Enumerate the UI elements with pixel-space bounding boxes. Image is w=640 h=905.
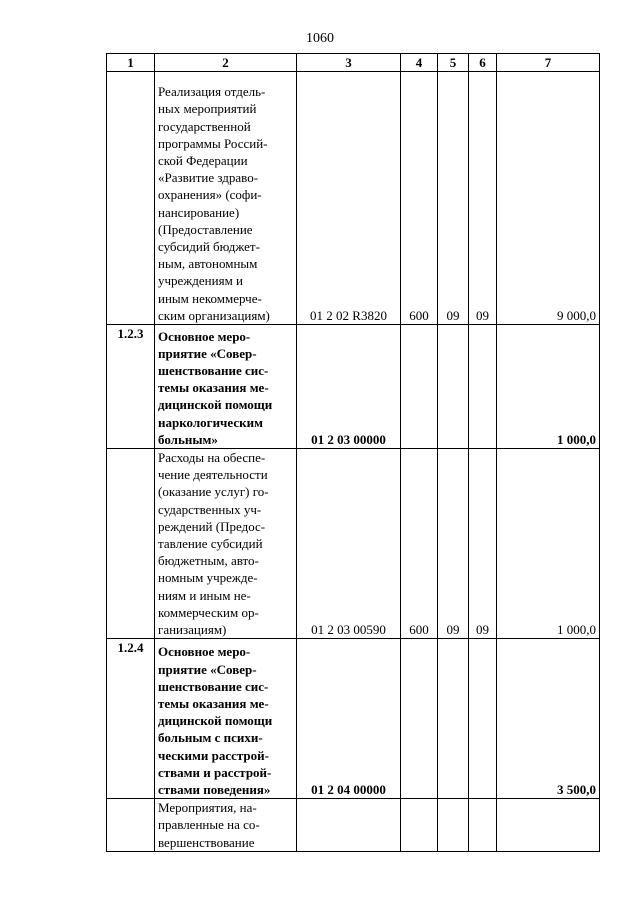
expense-type-cell: 600 [401, 72, 438, 325]
description-line: ской Федерации [158, 152, 248, 168]
description-line: ствами и расстрой- [158, 764, 272, 780]
page-number: 1060 [306, 31, 334, 46]
description-line: шенствование сис- [158, 362, 269, 378]
item-number-cell [107, 799, 155, 852]
column-header: 3 [297, 54, 401, 72]
section-cell: 09 [438, 72, 469, 325]
section-cell: 09 [438, 449, 469, 639]
expense-type-cell [401, 639, 438, 799]
description-line: Реализация отдель- [158, 84, 266, 100]
amount-cell [497, 799, 600, 852]
description-line: сударственных уч- [158, 501, 262, 517]
target-code-cell: 01 2 03 00000 [297, 325, 401, 449]
amount-cell: 9 000,0 [497, 72, 600, 325]
column-header: 4 [401, 54, 438, 72]
description-line: дицинской помощи [158, 713, 273, 729]
description-line: ганизациям) [158, 622, 227, 638]
item-description-cell [155, 799, 297, 852]
description-line: коммерческим ор- [158, 604, 259, 620]
column-header: 7 [497, 54, 600, 72]
description-line: бюджетным, авто- [158, 553, 259, 569]
target-code-cell: 01 2 02 R3820 [297, 72, 401, 325]
column-header: 2 [155, 54, 297, 72]
description-line: (оказание услуг) го- [158, 484, 269, 500]
description-line: ниям и иным не- [158, 587, 251, 603]
description-line: Расходы на обеспе- [158, 450, 266, 465]
description-line: больным с психи- [158, 730, 263, 746]
item-number-cell: 1.2.4 [107, 639, 155, 799]
description-line: вершенствование [158, 834, 255, 850]
description-line: приятие «Совер- [158, 345, 257, 361]
budget-table [106, 53, 600, 852]
expense-type-cell [401, 799, 438, 852]
subsection-cell: 09 [469, 72, 497, 325]
description-line: ным, автономным [158, 256, 258, 272]
description-line: темы оказания ме- [158, 696, 269, 712]
subsection-cell: 09 [469, 449, 497, 639]
description-line: учреждениям и [158, 273, 244, 289]
table-header-row [107, 54, 600, 72]
amount-cell: 1 000,0 [497, 325, 600, 449]
description-line: «Развитие здраво- [158, 170, 259, 186]
description-line: ных мероприятий [158, 101, 257, 117]
target-code-cell [297, 799, 401, 852]
item-number-cell: 1.2.3 [107, 325, 155, 449]
section-cell [438, 325, 469, 449]
description-line: государственной [158, 118, 251, 134]
section-cell [438, 799, 469, 852]
item-description-cell [155, 639, 297, 799]
description-line: охранения» (софи- [158, 187, 262, 203]
description-line: номным учрежде- [158, 570, 258, 586]
column-header: 1 [107, 54, 155, 72]
description-line: правленные на со- [158, 817, 260, 833]
description-line: чение деятельности [158, 467, 268, 483]
subsection-cell [469, 325, 497, 449]
target-code-cell: 01 2 04 00000 [297, 639, 401, 799]
description-line: Мероприятия, на- [158, 800, 257, 816]
description-line: реждений (Предос- [158, 518, 266, 534]
description-line: шенствование сис- [158, 678, 269, 694]
description-line: нансирование) [158, 204, 240, 220]
table-row [107, 72, 600, 325]
table-row [107, 325, 600, 449]
description-line: темы оказания ме- [158, 380, 269, 396]
expense-type-cell: 600 [401, 449, 438, 639]
column-header: 5 [438, 54, 469, 72]
item-description-cell [155, 325, 297, 449]
expense-type-cell [401, 325, 438, 449]
description-line: больным» [158, 431, 218, 447]
section-cell [438, 639, 469, 799]
description-line: приятие «Совер- [158, 661, 257, 677]
description-line: ствами поведения» [158, 782, 271, 798]
description-line: наркологическим [158, 414, 263, 430]
amount-cell: 3 500,0 [497, 639, 600, 799]
description-line: (Предоставление [158, 221, 253, 237]
description-line: Основное меро- [158, 328, 251, 344]
description-line: ческими расстрой- [158, 747, 269, 763]
table-row [107, 449, 600, 639]
item-description-cell [155, 72, 297, 325]
subsection-cell [469, 799, 497, 852]
description-line: ским организациям) [158, 307, 270, 323]
item-number-cell [107, 72, 155, 325]
item-number-cell [107, 449, 155, 639]
amount-cell: 1 000,0 [497, 449, 600, 639]
target-code-cell: 01 2 03 00590 [297, 449, 401, 639]
description-line: субсидий бюджет- [158, 238, 260, 254]
description-line: Основное меро- [158, 644, 251, 660]
description-line: тавление субсидий [158, 536, 263, 552]
table-row [107, 799, 600, 852]
item-description-cell [155, 449, 297, 639]
description-line: иным некоммерче- [158, 290, 262, 306]
description-line: дицинской помощи [158, 397, 273, 413]
column-header: 6 [469, 54, 497, 72]
table-row [107, 639, 600, 799]
description-line: программы Россий- [158, 135, 268, 151]
subsection-cell [469, 639, 497, 799]
